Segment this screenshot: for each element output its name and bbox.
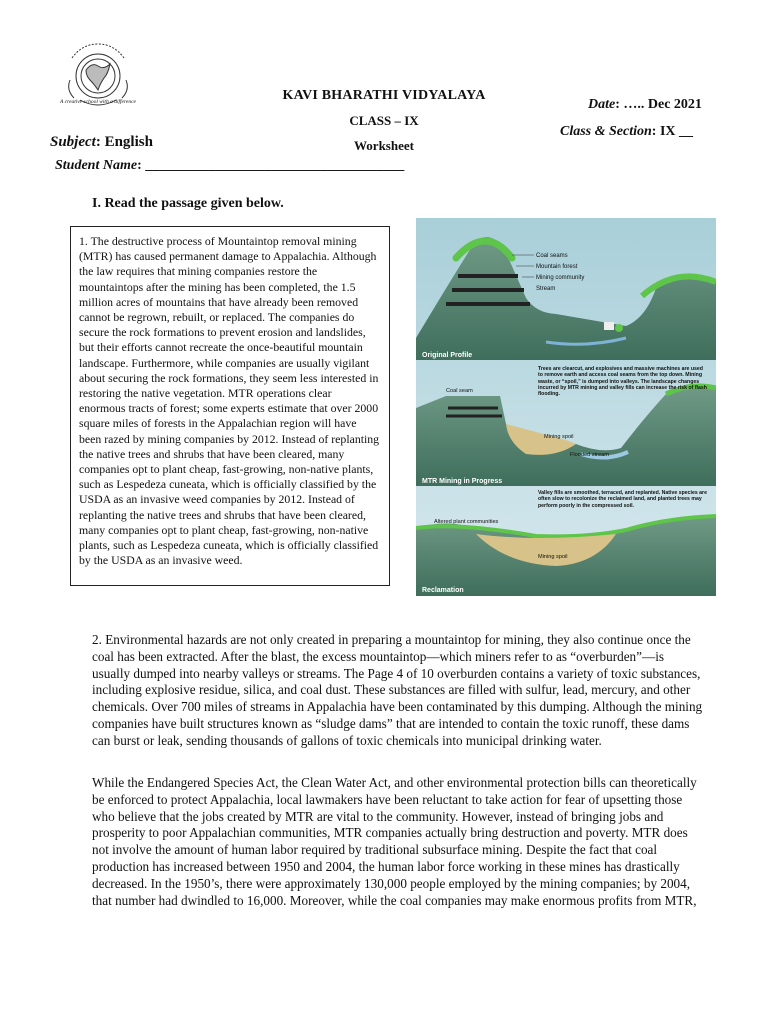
label-stream: Stream xyxy=(536,286,556,292)
panel3-title: Reclamation xyxy=(422,587,464,594)
student-name-label: Student Name xyxy=(55,158,138,173)
subject-value: : English xyxy=(95,134,153,150)
subject-field xyxy=(50,134,153,151)
label-altered-plant-communities: Altered plant communities xyxy=(434,519,499,525)
section-heading: I. Read the passage given below. xyxy=(92,196,284,211)
panel3-note: Valley fills are smoothed, terraced, and replanted. Native species are often slow to recolonize the reclaimed land, and planted trees may perform poorly in the compressed soil. xyxy=(538,490,707,509)
label-mining-spoil-2: Mining spoil xyxy=(538,554,568,560)
passage-box xyxy=(70,226,390,586)
label-coal-seams: Coal seams xyxy=(536,253,568,259)
student-name-value: : _____________________________________ xyxy=(137,158,405,173)
paragraph-2: 2. Environmental hazards are not only created in preparing a mountaintop for mining, they also continue once the coal has been extracted. After the blast, the excess mountaintop—which miners refer to as “overburden”—is usually dumped into nearby valleys or streams. The Page 4 of 10 overburden contains a variety of toxic substances, including explosive residue, silica, and coal dust. These substances are filled with sulfur, lead, mercury, and other chemicals. Over 700 miles of streams in Appalachia have been contaminated by this dumping. Although the mining companies have built structures known as “sludge dams” that are intended to contain the toxic runoff, these dams can burst or leak, sending thousands of gallons of toxic chemicals into municipal drinking water. xyxy=(92,632,703,748)
panel1-title: Original Profile xyxy=(422,352,473,359)
panel2-title: MTR Mining in Progress xyxy=(422,478,503,485)
class-line: CLASS – IX xyxy=(349,113,419,128)
panel2-note: Trees are clearcut, and explosives and massive machines are used to remove earth and access coal seams from the top down. Mining waste, or “spoil,” is dumped into valleys. The landscape changes incurred by MTR mining and valley fills can increase the risk of flash flooding. xyxy=(538,366,707,398)
school-name: KAVI BHARATHI VIDYALAYA xyxy=(282,88,486,103)
paragraph-3: While the Endangered Species Act, the Clean Water Act, and other environmental protection bills can theoretically be enforced to protect Appalachia, local lawmakers have been reluctant to take action for fear of upsetting those who believe that the jobs created by MTR are vital to the community. However, instead of bringing jobs and prosperity to poor Appalachian communities, MTR companies actually bring destruction and poverty. MTR does not involve the amount of human labor required by traditional subsurface mining. Despite the fact that coal production has increased between 1950 and 2004, the human labor force working in these mines has drastically decreased. In the 1950’s, there were approximately 130,000 people employed by the mining companies; by 2004, that number had dwindled to 16,000. Moreover, while the coal companies may make enormous profits from MTR, xyxy=(92,775,697,908)
date-field xyxy=(588,97,702,113)
class-section-label: Class & Section xyxy=(560,124,652,139)
logo-tagline: A creative school with a difference xyxy=(59,99,136,105)
subject-label: Subject xyxy=(50,134,96,150)
class-section-value: : IX __ xyxy=(651,124,694,139)
class-section-field xyxy=(560,124,693,140)
worksheet-line: Worksheet xyxy=(354,138,414,153)
date-label: Date xyxy=(588,97,616,112)
label-mining-community: Mining community xyxy=(536,275,585,281)
student-name-field xyxy=(55,158,404,174)
mtr-diagram xyxy=(416,218,716,596)
label-flooded-stream: Flooded stream xyxy=(570,452,609,458)
date-value: : ….. Dec 2021 xyxy=(615,97,702,112)
label-mining-spoil: Mining spoil xyxy=(544,434,574,440)
label-mountain-forest: Mountain forest xyxy=(536,264,578,270)
label-coal-seam: Coal seam xyxy=(446,388,473,394)
passage-text: 1. The destructive process of Mountaintop removal mining (MTR) has caused permanent damage to Appalachia. Although the law requires that mining companies restore the mountaintops after the mining has been completed, the 1.5 million acres of mountains that have already been removed cannot be regrown, rebuilt, or replaced. The companies do secure the rock formations to prevent erosion and landslides, but their efforts cannot recreate the once-beautiful mountain landscape. Furthermore, while companies are usually vigilant about securing the rock formations, they seem less interested in restoring the native vegetation. MTR operations clear enormous tracts of forest; some experts estimate that over 2000 square miles of forests in the Appalachian region will have been razed by mining companies by 2012. Instead of replanting the native trees and shrubs that have been cleared, many companies opt to plant cheap, fast-growing, non-native plants, such as Lespedeza cuneata, which is officially classified by the USDA as an invasive weed companies by 2012. Instead of replanting the native trees and shrubs that have been cleared, many companies opt to plant cheap, fast-growing, non-native plants, such as Lespedeza cuneata, which is officially classified by the USDA as an invasive weed. xyxy=(79,234,380,568)
